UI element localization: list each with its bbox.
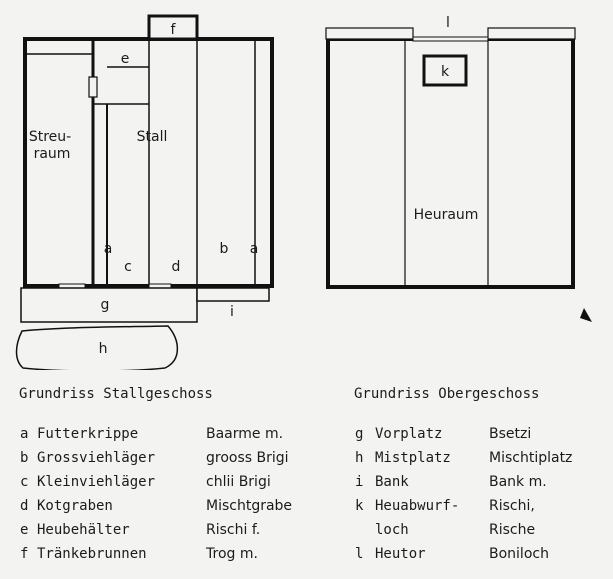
legend-desc: Bank	[375, 474, 409, 490]
wall-door-left	[89, 77, 97, 97]
bench-i	[197, 288, 269, 301]
legend-dialect: Mischtiplatz	[489, 450, 573, 466]
legend-desc: Heubehälter	[37, 522, 130, 538]
legend-dialect: Bank m.	[489, 474, 547, 490]
manure-place-h	[17, 326, 178, 370]
caption-stallgeschoss: Grundriss Stallgeschoss	[19, 386, 213, 402]
legend-row	[355, 518, 611, 542]
label-streuraum-1: Streu-	[28, 129, 72, 145]
label-a-right: a	[249, 241, 259, 257]
eave-left	[326, 28, 413, 39]
legend-key: l	[355, 546, 364, 562]
hay-gate-l	[413, 37, 488, 41]
legend-desc: Heutor	[375, 546, 426, 562]
legend-key: g	[355, 426, 364, 442]
legend-row	[20, 518, 320, 542]
label-g: g	[100, 297, 110, 313]
label-d: d	[171, 259, 181, 275]
label-heuraum: Heuraum	[413, 207, 479, 223]
legend-row	[20, 542, 320, 566]
legend-key: a	[20, 426, 29, 442]
label-k: k	[440, 64, 450, 80]
label-c: c	[124, 259, 132, 275]
legend-desc: Vorplatz	[375, 426, 443, 442]
legend-desc: Mistplatz	[375, 450, 451, 466]
legend-desc: Heuabwurf-	[375, 498, 460, 514]
legend-key: c	[20, 474, 29, 490]
label-l: l	[446, 15, 450, 31]
legend-row	[355, 542, 611, 566]
legend-key: d	[20, 498, 29, 514]
label-f: f	[170, 22, 176, 38]
legend-key: i	[355, 474, 364, 490]
plan-obergeschoss	[326, 15, 592, 322]
legend-row	[355, 422, 611, 446]
legend-desc: Kotgraben	[37, 498, 113, 514]
label-stall: Stall	[136, 129, 168, 145]
legend-dialect: Baarme m.	[206, 426, 284, 442]
legend-dialect: Mischtgrabe	[206, 498, 293, 514]
legend-dialect: Rischi,	[489, 498, 535, 514]
label-a-left: a	[103, 241, 113, 257]
legend-dialect: Boniloch	[489, 546, 549, 562]
legend-dialect: Bsetzi	[489, 426, 532, 442]
legend-desc: Grossviehläger	[37, 450, 156, 466]
legend-obergeschoss	[355, 422, 611, 566]
legend-row	[20, 446, 320, 470]
legend-dialect: Rischi f.	[206, 522, 261, 538]
legend-key: k	[355, 498, 364, 514]
legend-stallgeschoss	[20, 422, 320, 566]
label-b: b	[219, 241, 229, 257]
legend-dialect: grooss Brigi	[206, 450, 289, 466]
legend-dialect: Rische	[489, 522, 536, 538]
legend-key: h	[355, 450, 364, 466]
legend-key: e	[20, 522, 29, 538]
label-h: h	[98, 341, 108, 357]
legend-desc: Tränkebrunnen	[37, 546, 147, 562]
legend-desc: Futterkrippe	[37, 426, 139, 442]
legend-row	[20, 470, 320, 494]
legend-desc: loch	[375, 522, 409, 538]
legend-key: b	[20, 450, 29, 466]
legend-row	[355, 446, 611, 470]
legend-row	[20, 422, 320, 446]
legend-row	[355, 470, 611, 494]
legend-desc: Kleinviehläger	[37, 474, 156, 490]
legend-row	[20, 494, 320, 518]
label-e: e	[120, 51, 130, 67]
legend-dialect: Trog m.	[206, 546, 258, 562]
legend-dialect: chlii Brigi	[206, 474, 271, 490]
label-streuraum-2: raum	[33, 146, 71, 162]
arrow-mark	[580, 308, 592, 322]
label-i: i	[230, 304, 234, 320]
caption-obergeschoss: Grundriss Obergeschoss	[354, 386, 540, 402]
legend-row	[355, 494, 611, 518]
eave-right	[488, 28, 575, 39]
plan-stallgeschoss	[17, 16, 273, 370]
legend-key: f	[20, 546, 29, 562]
